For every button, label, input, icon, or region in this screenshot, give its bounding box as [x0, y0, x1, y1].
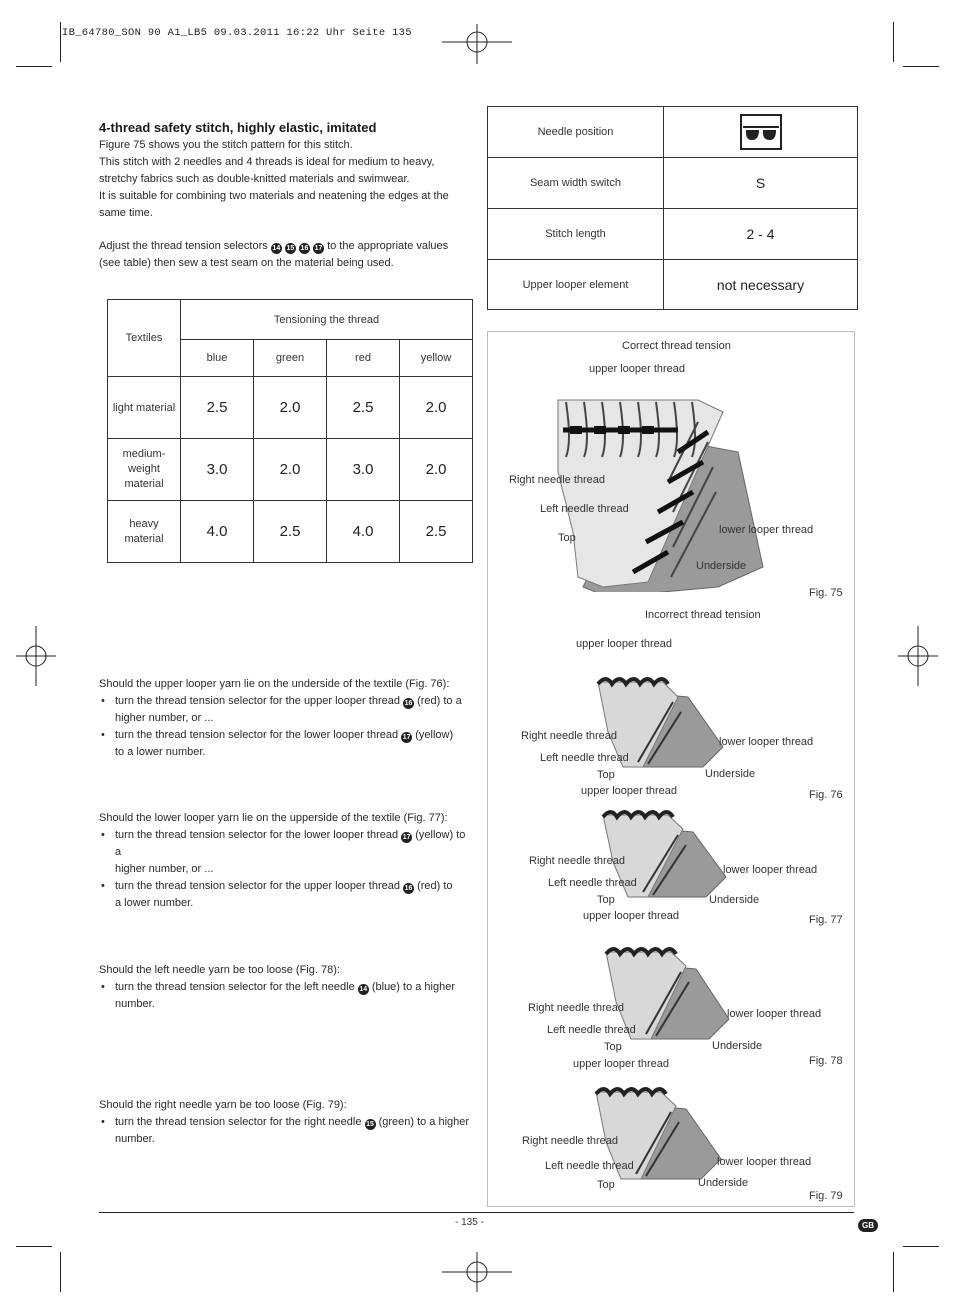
- list-item: [99, 827, 471, 878]
- fig78-right-needle-label: Right needle thread: [528, 1002, 625, 1014]
- settings-value: [664, 107, 858, 158]
- fig79-right-needle-label: Right needle thread: [522, 1135, 619, 1147]
- intro-line: Figure 75 shows you the stitch pattern for this stitch.: [99, 139, 353, 151]
- fig75-lower-looper-label: lower looper thread: [719, 524, 814, 536]
- fig79-caption: Fig. 79: [809, 1190, 843, 1202]
- table-cell: 4.0: [327, 501, 400, 563]
- list-item: [99, 878, 471, 912]
- bullet-text: turn the thread tension selector for the lower looper thread: [115, 729, 399, 741]
- adjust-text: to the appropriate values: [327, 240, 449, 252]
- fig78-top-label: Top: [604, 1041, 622, 1053]
- marker-16-icon: 16: [300, 245, 309, 252]
- language-badge: GB: [858, 1219, 878, 1232]
- page-number: - 135 -: [455, 1217, 484, 1228]
- registration-mark-icon: [14, 624, 58, 688]
- table-cell: 2.5: [254, 501, 327, 563]
- marker-17-icon: 17: [402, 734, 411, 741]
- registration-mark-icon: [440, 1250, 514, 1294]
- bullet-text: number.: [115, 1133, 155, 1145]
- intro-line: stretchy fabrics such as double-knitted materials and swimwear.: [99, 173, 410, 185]
- figures-panel: [487, 331, 855, 1207]
- fig79-upper-label: upper looper thread: [573, 1058, 670, 1070]
- table-corner: Textiles: [108, 300, 181, 377]
- bullet-text: number.: [115, 998, 155, 1010]
- fig77-underside-label: Underside: [709, 894, 760, 906]
- fig75-underside-label: Underside: [696, 560, 747, 572]
- fig78-caption: Fig. 78: [809, 1055, 843, 1067]
- needle-position-icon: [739, 113, 783, 151]
- table-cell: 3.0: [327, 439, 400, 501]
- intro-paragraph: [99, 137, 469, 222]
- case-lower-looper: [99, 810, 471, 912]
- marker-14-icon: 14: [359, 986, 368, 993]
- fig77-lower-looper-label: lower looper thread: [723, 864, 818, 876]
- adjust-text: Adjust the thread tension selectors: [99, 240, 268, 252]
- fig79-left-needle-label: Left needle thread: [545, 1160, 634, 1172]
- marker-16-icon: 16: [404, 885, 413, 892]
- case-left-needle: [99, 962, 471, 1013]
- list-item: [99, 693, 471, 727]
- bullet-text: (yellow): [415, 729, 454, 741]
- marker-14-icon: 14: [272, 245, 281, 252]
- table-row: [108, 439, 473, 501]
- bullet-text: turn the thread tension selector for the lower looper thread: [115, 829, 399, 841]
- fig75-right-needle-label: Right needle thread: [509, 474, 606, 486]
- fig79-lower-looper-label: lower looper thread: [717, 1156, 812, 1168]
- incorrect-tension-title: Incorrect thread tension: [645, 609, 761, 621]
- table-cell: 2.0: [400, 439, 473, 501]
- intro-line: It is suitable for combining two materials and neatening the edges at the: [99, 190, 449, 202]
- case-intro: Should the lower looper yarn lie on the upperside of the textile (Fig. 77):: [99, 812, 448, 824]
- settings-table: [487, 106, 858, 310]
- fig77-left-needle-label: Left needle thread: [548, 877, 637, 889]
- fig79-underside-label: Underside: [698, 1177, 749, 1189]
- table-group-header: Tensioning the thread: [181, 300, 473, 340]
- registration-mark-icon: [440, 22, 514, 66]
- row-label-line: medium-: [122, 448, 166, 460]
- settings-value: S: [664, 158, 858, 209]
- fig75-top-label: Top: [558, 532, 576, 544]
- row-label-line: material: [124, 478, 164, 490]
- case-right-needle: [99, 1097, 471, 1148]
- row-label-line: heavy: [129, 517, 159, 530]
- marker-15-icon: 15: [286, 245, 295, 252]
- settings-label: Stitch length: [488, 209, 664, 260]
- fig78-upper-label: upper looper thread: [583, 910, 680, 922]
- bullet-text: turn the thread tension selector for the left needle: [115, 981, 355, 993]
- bullet-text: higher number, or ...: [115, 863, 214, 875]
- settings-value: not necessary: [664, 260, 858, 310]
- table-row: [488, 260, 858, 310]
- fig76-right-needle-label: Right needle thread: [521, 730, 618, 742]
- column-blue: blue: [181, 340, 254, 377]
- registration-mark-icon: [896, 624, 940, 688]
- marker-17-icon: 17: [402, 834, 411, 841]
- column-yellow: yellow: [400, 340, 473, 377]
- column-green: green: [254, 340, 327, 377]
- adjust-paragraph: [99, 238, 469, 272]
- table-row: [488, 158, 858, 209]
- table-cell: 2.5: [181, 377, 254, 439]
- fig79-top-label: Top: [597, 1179, 615, 1191]
- table-cell: 2.0: [400, 377, 473, 439]
- table-row: [108, 501, 473, 563]
- bullet-text: (yellow) to a: [115, 829, 466, 858]
- row-label-line: material: [124, 532, 164, 545]
- bullet-text: (red) to a: [417, 695, 462, 707]
- bullet-text: turn the thread tension selector for the upper looper thread: [115, 695, 400, 707]
- fig77-right-needle-label: Right needle thread: [529, 855, 626, 867]
- row-label: [108, 439, 181, 501]
- row-label-line: weight: [128, 463, 160, 475]
- marker-16-icon: 16: [404, 700, 413, 707]
- adjust-text: (see table) then sew a test seam on the material being used.: [99, 257, 394, 269]
- fig78-lower-looper-label: lower looper thread: [727, 1008, 822, 1020]
- fig75-caption: Fig. 75: [809, 587, 843, 599]
- table-cell: 2.5: [327, 377, 400, 439]
- fig75-left-needle-label: Left needle thread: [540, 503, 629, 515]
- marker-17-icon: 17: [314, 245, 323, 252]
- settings-label: Seam width switch: [488, 158, 664, 209]
- table-row: [488, 209, 858, 260]
- column-red: red: [327, 340, 400, 377]
- fig76-underside-label: Underside: [705, 768, 756, 780]
- marker-15-icon: 15: [366, 1121, 374, 1128]
- settings-value: 2 - 4: [664, 209, 858, 260]
- bullet-text: (green) to a higher: [378, 1116, 470, 1128]
- fig76-left-needle-label: Left needle thread: [540, 752, 629, 764]
- row-label: [108, 501, 181, 563]
- fig77-caption: Fig. 77: [809, 914, 843, 926]
- fig76-lower-looper-label: lower looper thread: [719, 736, 814, 748]
- table-cell: 4.0: [181, 501, 254, 563]
- bullet-text: to a lower number.: [115, 746, 206, 758]
- correct-tension-title: Correct thread tension: [622, 340, 731, 352]
- section-title: 4-thread safety stitch, highly elastic, imitated: [99, 120, 377, 135]
- fig78-underside-label: Underside: [712, 1040, 763, 1052]
- fig76-top-label: Top: [597, 769, 615, 781]
- fig77-upper-label: upper looper thread: [581, 785, 678, 797]
- intro-line: This stitch with 2 needles and 4 threads is ideal for medium to heavy,: [99, 156, 435, 168]
- bullet-text: turn the thread tension selector for the upper looper thread: [115, 880, 400, 892]
- footer-rule: [99, 1212, 854, 1213]
- case-intro: Should the right needle yarn be too loose (Fig. 79):: [99, 1099, 347, 1111]
- fig77-top-label: Top: [597, 894, 615, 906]
- table-row: [108, 377, 473, 439]
- list-item: [99, 1114, 471, 1148]
- table-cell: 2.0: [254, 439, 327, 501]
- settings-label: Upper looper element: [488, 260, 664, 310]
- case-upper-looper: [99, 676, 471, 761]
- table-cell: 3.0: [181, 439, 254, 501]
- settings-label: Needle position: [488, 107, 664, 158]
- table-row: [488, 107, 858, 158]
- bullet-text: higher number, or ...: [115, 712, 214, 724]
- bullet-text: turn the thread tension selector for the right needle: [115, 1116, 362, 1128]
- fig75-upper-label: upper looper thread: [589, 363, 686, 375]
- bullet-text: (red) to: [417, 880, 453, 892]
- list-item: [99, 727, 471, 761]
- bullet-text: (blue) to a higher: [371, 981, 456, 993]
- table-cell: 2.0: [254, 377, 327, 439]
- intro-line: same time.: [99, 207, 153, 219]
- case-intro: Should the left needle yarn be too loose (Fig. 78):: [99, 964, 340, 976]
- fig76-upper-label: upper looper thread: [576, 638, 673, 650]
- case-intro: Should the upper looper yarn lie on the underside of the textile (Fig. 76):: [99, 678, 450, 690]
- tension-table: [107, 299, 473, 563]
- list-item: [99, 979, 471, 1013]
- fig78-left-needle-label: Left needle thread: [547, 1024, 636, 1036]
- fig76-caption: Fig. 76: [809, 789, 843, 801]
- table-cell: 2.5: [400, 501, 473, 563]
- bullet-text: a lower number.: [115, 897, 194, 909]
- print-slug: IB_64780_SON 90 A1_LB5 09.03.2011 16:22 Uhr Seite 135: [62, 27, 412, 39]
- row-label: light material: [108, 377, 181, 439]
